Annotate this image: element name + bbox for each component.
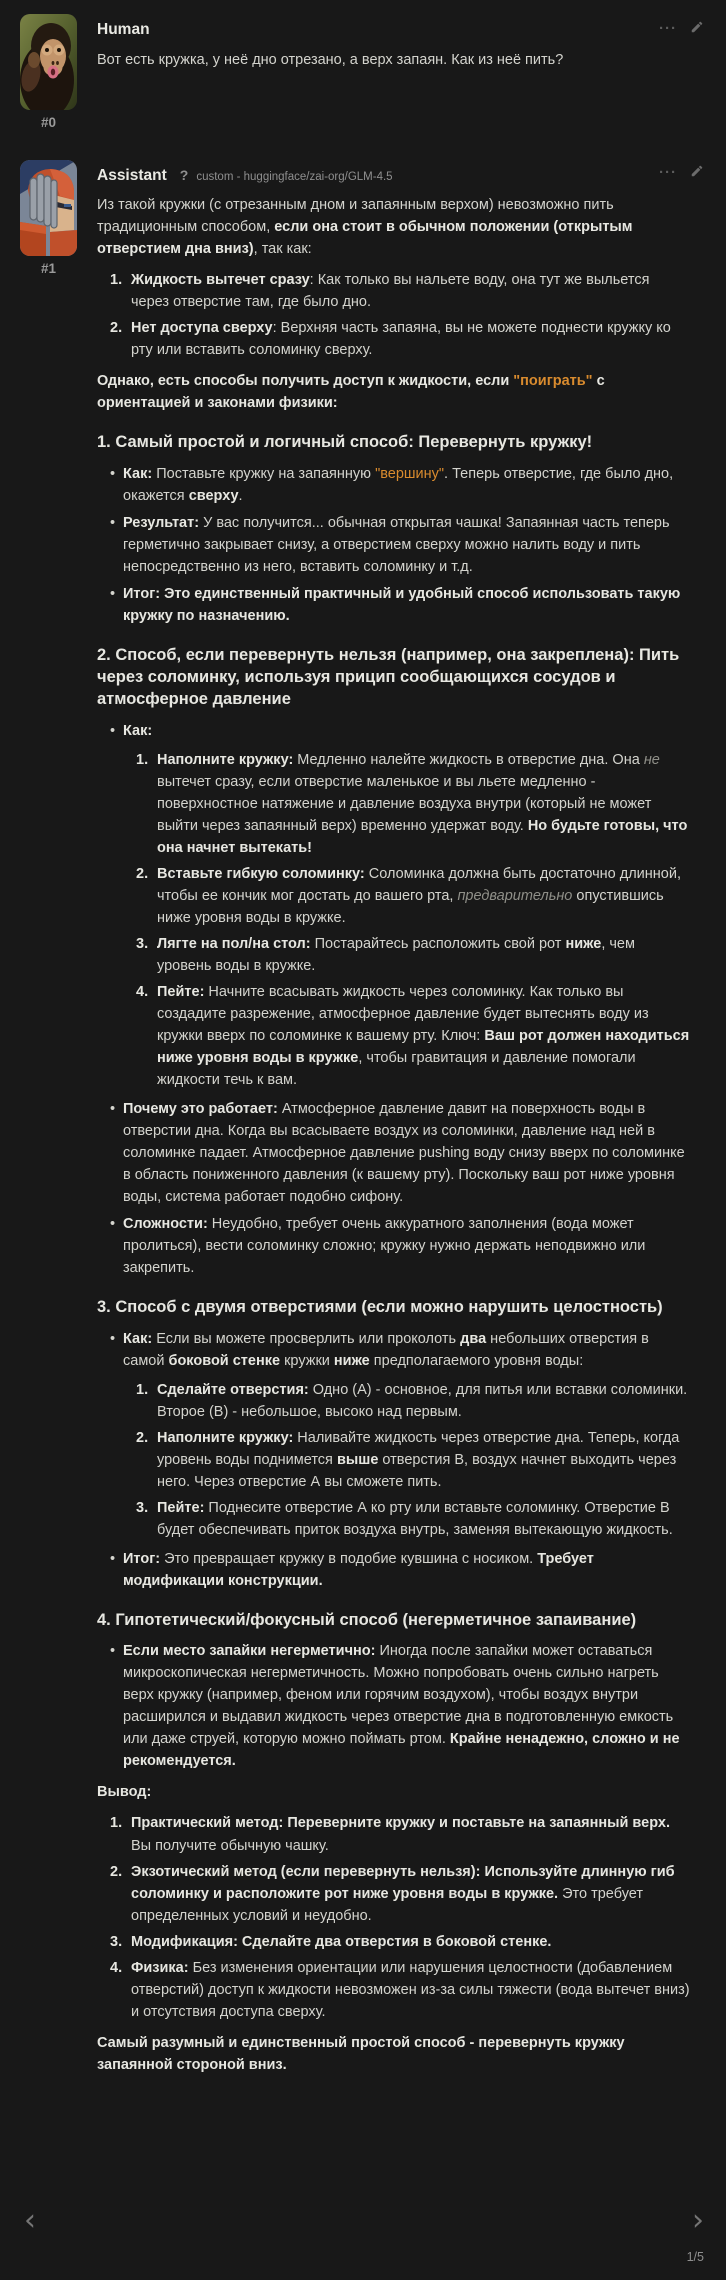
text-segment: Итог: bbox=[123, 585, 161, 602]
assistant-avatar bbox=[20, 160, 77, 256]
text-segment: Вывод: bbox=[97, 1784, 152, 1801]
text-segment: : Верхняя часть запаяна, вы не можете поднести кружку ко рту или вставить соломинку сверху. bbox=[131, 320, 671, 359]
list-item bbox=[157, 933, 690, 977]
text-segment: 2. Способ, если перевернуть нельзя (например, она закреплена): Пить через соломинку, используя прицип сообщающихся сосудов и атмосферное давление bbox=[97, 645, 680, 709]
text-segment: Пейте: bbox=[157, 983, 205, 1000]
text-segment: Наполните кружку: bbox=[157, 751, 294, 768]
more-options-icon[interactable]: ··· bbox=[659, 20, 677, 38]
list-item bbox=[131, 269, 690, 313]
list-item bbox=[123, 1640, 690, 1772]
assistant-message-body bbox=[97, 194, 690, 2076]
text-segment: Модификация: Сделайте два отверстия в боковой стенке. bbox=[131, 1933, 552, 1950]
text-segment: Пейте: bbox=[157, 1499, 205, 1516]
text-segment: не bbox=[643, 751, 660, 768]
assistant-message-actions bbox=[659, 164, 704, 182]
bullet-list bbox=[97, 463, 690, 627]
list-item bbox=[131, 1812, 690, 1856]
text-segment: Экзотический метод (если перевернуть нельзя): Используйте длинную гиб соломинку и расположите рот ниже уровня воды в кружке. bbox=[131, 1863, 675, 1902]
more-options-icon[interactable]: ··· bbox=[659, 163, 677, 181]
list-item bbox=[157, 863, 690, 929]
list-item bbox=[157, 1379, 690, 1423]
role-label-assistant: Assistant bbox=[97, 166, 167, 184]
next-page-chevron-icon[interactable]: › bbox=[692, 2203, 704, 2238]
text-segment: Если место запайки негерметично: bbox=[123, 1643, 376, 1660]
text-segment: ниже bbox=[333, 1352, 370, 1369]
list-item bbox=[131, 1861, 690, 1927]
list-item bbox=[131, 317, 690, 361]
text-segment: Без изменения ориентации или нарушения целостности (добавлением отверстий) доступ к жидкости невозможен из-за силы тяжести (вода вытечет вниз) и отсутствия доступа сверху. bbox=[131, 1959, 690, 2020]
text-segment: Как: bbox=[123, 722, 153, 739]
bullet-list bbox=[97, 1328, 690, 1592]
text-segment: опустившись ниже уровня воды в кружке. bbox=[157, 887, 664, 926]
bullet-list bbox=[97, 1640, 690, 1772]
text-segment: Это требует определенных условий и неудобно. bbox=[131, 1885, 644, 1924]
paragraph bbox=[97, 370, 690, 414]
text-segment: Почему это работает: bbox=[123, 1101, 278, 1118]
text-segment: Практический метод: Переверните кружку и поставьте на запаянный верх. bbox=[131, 1815, 670, 1832]
text-segment: 1. Самый простой и логичный способ: Перевернуть кружку! bbox=[97, 433, 593, 452]
text-segment: сверху bbox=[188, 487, 239, 504]
human-message-content bbox=[97, 14, 690, 134]
text-segment: : Как только вы нальете воду, она тут же выльется через отверстие там, где было дно. bbox=[131, 272, 650, 311]
model-label: custom - huggingface/zai-org/GLM-4.5 bbox=[196, 170, 393, 183]
numbered-list bbox=[123, 1379, 690, 1541]
text-segment: Как: bbox=[123, 465, 153, 482]
list-item bbox=[157, 981, 690, 1091]
edit-pencil-icon[interactable] bbox=[690, 164, 704, 182]
text-segment: Атмосферное давление давит на поверхность воды в отверстии дна. Когда вы всасываете воздух из соломинки, давление над ней в соломинке падает. Атмосферное давление pushing воду снизу вверх по соломинке в область пониженного давления (к вашему рту). Поскольку ваш рот ниже уровня воды, система работает подобно сифону. bbox=[123, 1101, 685, 1206]
text-segment: . Теперь отверстие, где было дно, окажется bbox=[123, 465, 674, 504]
text-segment: Иногда после запайки может оставаться микроскопическая негерметичность. Можно попробовать очень сильно нагреть верх кружку (например, феном или горячим воздухом), чтобы воздух внутри расширился и выдавил жидкость через отверстие дна в подготовленную емкость или даже струей, которую можно поймать ртом. bbox=[123, 1643, 674, 1748]
section-heading bbox=[97, 431, 690, 453]
text-segment: Сложности: bbox=[123, 1216, 208, 1233]
text-segment: если она стоит в обычном положении (открытым отверстием дна вниз) bbox=[97, 219, 633, 258]
text-segment: Если вы можете просверлить или проколоть bbox=[152, 1330, 461, 1347]
text-segment: , так как: bbox=[253, 241, 312, 258]
text-segment: предполагаемого уровня воды: bbox=[369, 1352, 584, 1369]
section-heading bbox=[97, 1609, 690, 1631]
list-item bbox=[123, 463, 690, 507]
list-item bbox=[157, 749, 690, 859]
human-avatar bbox=[20, 14, 77, 110]
text-segment: Лягте на пол/на стол: bbox=[157, 935, 311, 952]
list-item bbox=[157, 1427, 690, 1493]
text-segment: Итог: bbox=[123, 1550, 161, 1567]
question-mark-badge-icon[interactable]: ? bbox=[179, 166, 189, 183]
text-segment: Это единственный практичный и удобный способ использовать такую кружку по назначению. bbox=[123, 585, 681, 624]
text-segment: "поиграть" bbox=[513, 373, 593, 390]
chimpanzee-photo-icon bbox=[20, 14, 77, 110]
text-segment: с ориентацией и законами физики: bbox=[97, 373, 605, 412]
list-item bbox=[131, 1931, 690, 1953]
human-message-actions bbox=[659, 20, 704, 38]
text-segment: 3. Способ с двумя отверстиями (если можно нарушить целостность) bbox=[97, 1298, 663, 1317]
text-segment: Это превращает кружку в подобие кувшина с носиком. bbox=[160, 1550, 538, 1567]
text-segment: Вставьте гибкую соломинку: bbox=[157, 865, 365, 882]
text-segment: Наливайте жидкость через отверстие дна. Теперь, когда уровень воды поднимется bbox=[157, 1429, 680, 1468]
role-label-human: Human bbox=[97, 21, 150, 38]
message-human bbox=[0, 0, 726, 138]
list-item bbox=[123, 1328, 690, 1541]
human-message-body bbox=[97, 49, 690, 71]
list-item bbox=[123, 1213, 690, 1279]
text-segment: Медленно налейте жидкость в отверстие дна. Она bbox=[293, 751, 644, 768]
text-segment: , чем уровень воды в кружке. bbox=[157, 935, 635, 974]
text-segment: Соломинка должна быть достаточно длинной, чтобы ее кончик мог достать до вашего рта, bbox=[157, 865, 681, 904]
text-segment: небольших отверстия в самой bbox=[123, 1330, 649, 1369]
text-segment: ниже bbox=[565, 935, 602, 952]
list-item bbox=[131, 1957, 690, 2023]
prev-page-chevron-icon[interactable]: ‹ bbox=[24, 2203, 36, 2238]
numbered-list bbox=[123, 749, 690, 1091]
text-segment: Одно (А) - основное, для питья или вставки соломинки. Второе (В) - небольшое, высоко над первым. bbox=[157, 1381, 688, 1420]
text-segment: Сделайте отверстия: bbox=[157, 1381, 309, 1398]
assistant-avatar-column bbox=[20, 160, 77, 2085]
text-segment: . bbox=[238, 487, 243, 504]
text-segment: Крайне ненадежно, сложно и не рекомендуется. bbox=[123, 1731, 680, 1770]
list-item bbox=[123, 1098, 690, 1208]
text-segment: Однако, есть способы получить доступ к жидкости, если bbox=[97, 373, 514, 390]
text-segment: Поставьте кружку на запаянную bbox=[152, 465, 376, 482]
numbered-list bbox=[97, 269, 690, 361]
numbered-list bbox=[97, 1812, 690, 2022]
text-segment: Из такой кружки (с отрезанным дном и запаянным верхом) невозможно пить традиционным способом, bbox=[97, 197, 614, 236]
text-segment: Результат: bbox=[123, 514, 200, 531]
text-segment: Жидкость вытечет сразу bbox=[131, 272, 310, 289]
section-heading bbox=[97, 1296, 690, 1318]
text-segment: 4. Гипотетический/фокусный способ (негерметичное запаивание) bbox=[97, 1610, 637, 1629]
list-item bbox=[123, 1548, 690, 1592]
list-item bbox=[123, 720, 690, 1092]
message-index: #1 bbox=[40, 260, 57, 276]
text-segment: Как: bbox=[123, 1330, 153, 1347]
text-segment: кружки bbox=[280, 1352, 334, 1369]
text-segment: Поднесите отверстие А ко рту или вставьте соломинку. Отверстие В будет обеспечивать приток воздуха внутрь, заменяя вытекающую жидкость. bbox=[157, 1499, 673, 1538]
message-index: #0 bbox=[40, 115, 57, 130]
text-segment: предварительно bbox=[457, 887, 573, 904]
text-segment: вытечет сразу, если отверстие маленькое и вы льете медленно - поверхностное натяжение и давление воздуха внутри (который не может выйти через запаянный верх) временно удержат воду. bbox=[157, 773, 652, 834]
robot-facepalm-icon bbox=[20, 160, 77, 256]
human-message-header bbox=[97, 18, 690, 42]
text-segment: Наполните кружку: bbox=[157, 1429, 294, 1446]
paragraph bbox=[97, 49, 690, 71]
page-indicator: 1/5 bbox=[686, 2250, 704, 2264]
text-segment: Самый разумный и единственный простой способ - перевернуть кружку запаянной стороной вниз. bbox=[97, 2034, 625, 2073]
text-segment: два bbox=[460, 1330, 487, 1347]
text-segment: Нет доступа сверху bbox=[131, 320, 273, 337]
text-segment: Постарайтесь расположить свой рот bbox=[310, 935, 566, 952]
paragraph bbox=[97, 2032, 690, 2076]
section-heading bbox=[97, 644, 690, 711]
text-segment: У вас получится... обычная открытая чашка! Запаянная часть теперь герметично закрывает снизу, а отверстием сверху можно налить воду и пить непосредственно из него, вставить соломинку и т.д. bbox=[123, 514, 670, 575]
text-segment: Начните всасывать жидкость через соломинку. Как только вы создадите разрежение, атмосферное давление будет вытеснять воду из кружки вверх по соломинке к вашему рту. Ключ: bbox=[157, 983, 649, 1045]
paragraph bbox=[97, 194, 690, 260]
text-segment: "вершину" bbox=[375, 465, 445, 482]
text-segment: , чтобы гравитация и давление помогали жидкости течь к вам. bbox=[157, 1050, 636, 1089]
text-segment: боковой стенке bbox=[168, 1352, 281, 1369]
assistant-message-content bbox=[97, 160, 690, 2085]
text-segment: выше bbox=[336, 1451, 379, 1468]
text-segment: Требует модификации конструкции. bbox=[123, 1550, 594, 1589]
list-item bbox=[123, 512, 690, 578]
paragraph bbox=[97, 1781, 690, 1803]
message-assistant bbox=[0, 138, 726, 2089]
edit-pencil-icon[interactable] bbox=[690, 20, 704, 38]
text-segment: Неудобно, требует очень аккуратного заполнения (вода может пролиться), вести соломинку сложно; кружку нужно держать неподвижно или закрепить. bbox=[123, 1216, 646, 1277]
list-item bbox=[157, 1497, 690, 1541]
text-segment: Физика: bbox=[131, 1959, 189, 1976]
human-avatar-column bbox=[20, 14, 77, 134]
bullet-list bbox=[97, 720, 690, 1280]
text-segment: Вы получите обычную чашку. bbox=[131, 1837, 329, 1854]
list-item bbox=[123, 583, 690, 627]
text-segment: Но будьте готовы, что она начнет вытекать! bbox=[157, 817, 688, 856]
assistant-message-header bbox=[97, 164, 690, 188]
text-segment: Вот есть кружка, у неё дно отрезано, а верх запаян. Как из неё пить? bbox=[97, 51, 564, 68]
text-segment: отверстия В, воздух начнет выходить через него. Через отверстие А вы сможете пить. bbox=[157, 1451, 677, 1490]
text-segment: Ваш рот должен находиться ниже уровня воды в кружке bbox=[157, 1028, 690, 1067]
